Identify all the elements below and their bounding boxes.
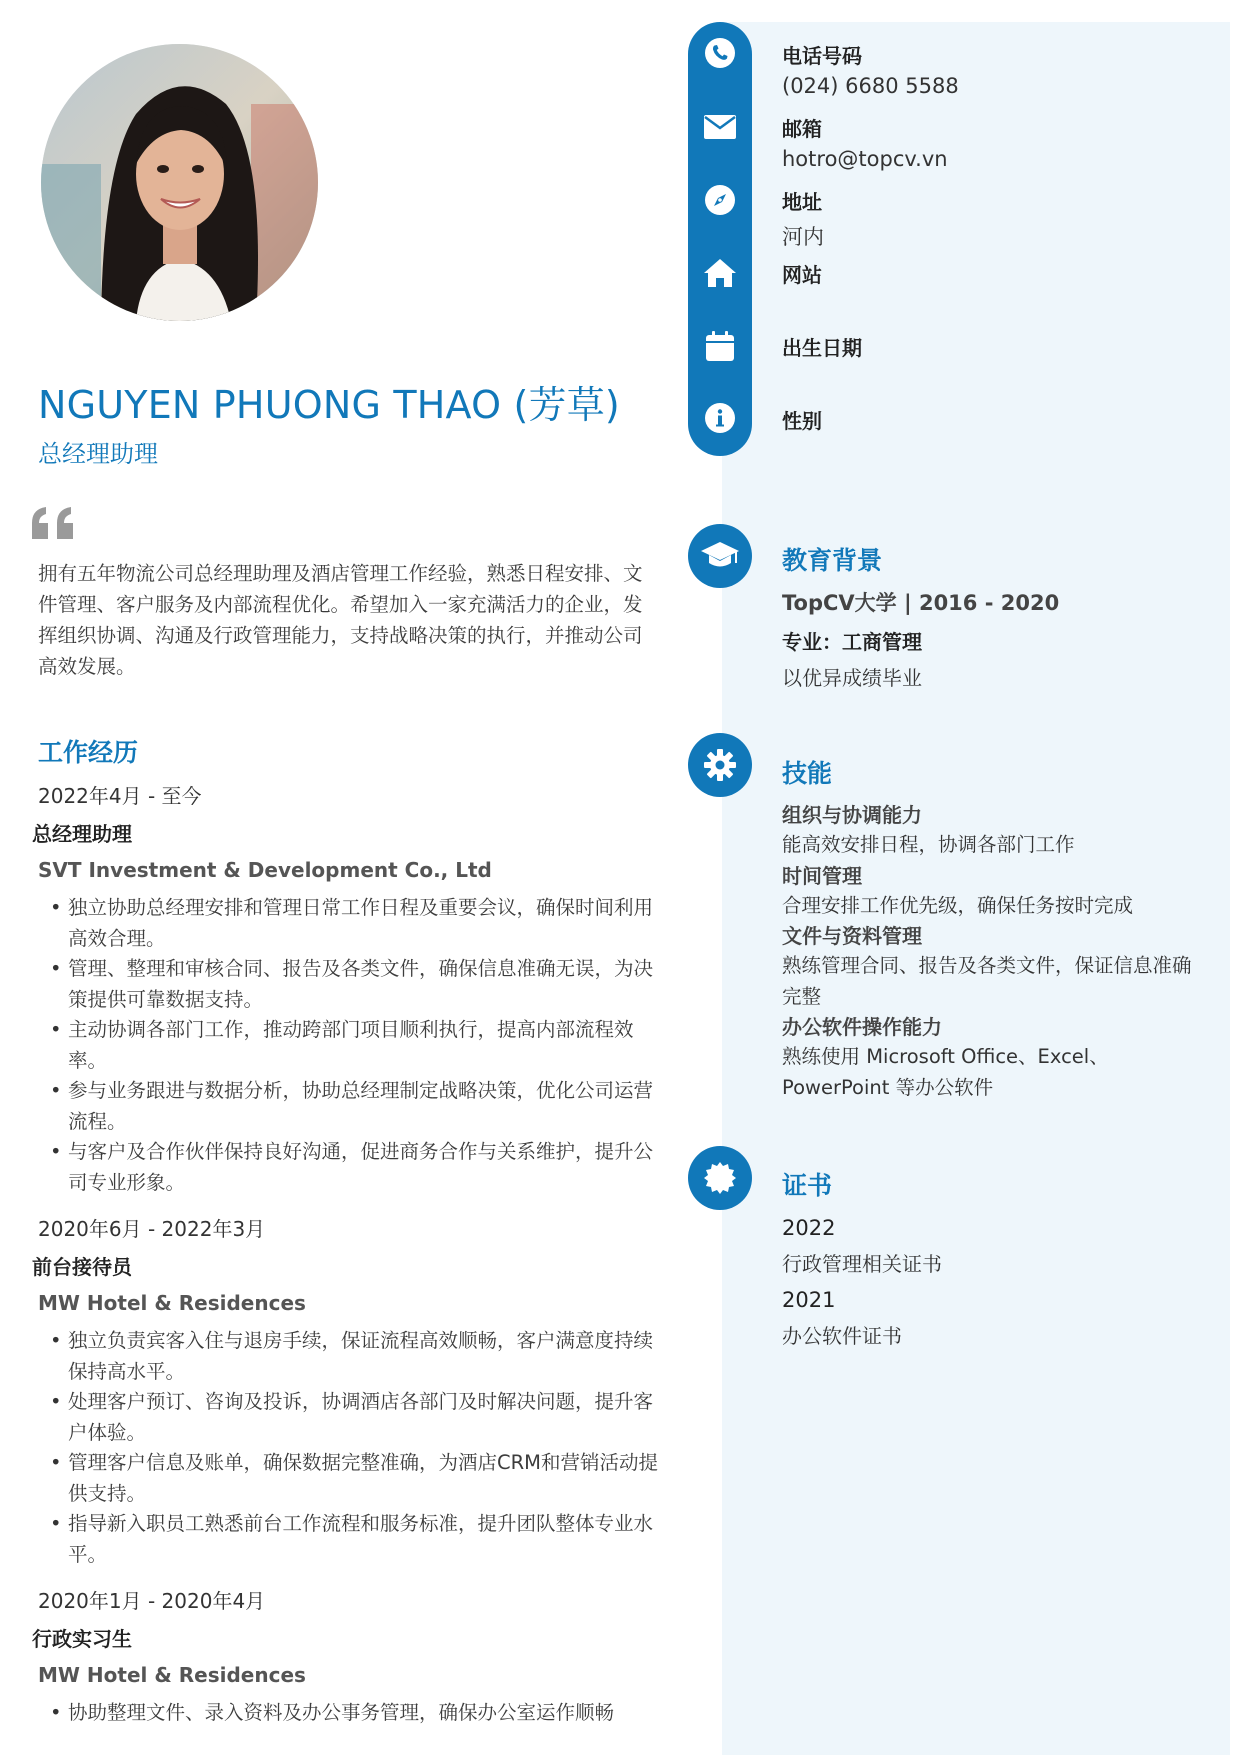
- experience-bullets: [50, 1326, 668, 1570]
- experience-bullet: • 主动协调各部门工作，推动跨部门项目顺利执行，提高内部流程效率。: [50, 1015, 668, 1076]
- experience-bullet: • 处理客户预订、咨询及投诉，协调酒店各部门及时解决问题，提升客户体验。: [50, 1387, 668, 1448]
- address-label: 地址: [782, 190, 822, 214]
- experience-role: 前台接待员: [32, 1255, 132, 1279]
- experience-company: MW Hotel & Residences: [38, 1291, 306, 1315]
- website-label: 网站: [782, 263, 822, 287]
- envelope-icon: [688, 107, 752, 147]
- experience-item: [32, 1588, 668, 1729]
- profile-summary: 拥有五年物流公司总经理助理及酒店管理工作经验，熟悉日程安排、文件管理、客户服务及内部流程优化。希望加入一家充满活力的企业，发挥组织协调、沟通及行政管理能力，支持战略决策的执行，并推动公司高效发展。: [38, 562, 643, 678]
- calendar-icon: [688, 326, 752, 366]
- experience-item: [32, 783, 668, 1198]
- experience-role: 总经理助理: [32, 822, 132, 846]
- skill-description: 能高效安排日程，协调各部门工作: [782, 833, 1075, 856]
- graduation-cap-icon: [688, 524, 752, 588]
- birthday-label: 出生日期: [782, 336, 862, 360]
- candidate-name: NGUYEN PHUONG THAO (芳草): [38, 383, 620, 427]
- certificate-name: 办公软件证书: [782, 1324, 902, 1348]
- education-school: TopCV大学 | 2016 - 2020: [782, 591, 1060, 615]
- experience-bullet: • 协助整理文件、录入资料及办公事务管理，确保办公室运作顺畅: [50, 1698, 668, 1729]
- experience-bullet: • 与客户及合作伙伴保持良好沟通，促进商务合作与关系维护，提升公司专业形象。: [50, 1137, 668, 1198]
- experience-date: 2020年1月 - 2020年4月: [38, 1589, 266, 1613]
- experience-bullet: • 独立协助总经理安排和管理日常工作日程及重要会议，确保时间利用高效合理。: [50, 893, 668, 954]
- experience-bullet: • 参与业务跟进与数据分析，协助总经理制定战略决策，优化公司运营流程。: [50, 1076, 668, 1137]
- experience-item: [32, 1216, 668, 1570]
- candidate-title: 总经理助理: [38, 440, 158, 468]
- certificate-year: 2021: [782, 1288, 836, 1312]
- experience-company: MW Hotel & Residences: [38, 1663, 306, 1687]
- experience-section-title: 工作经历: [38, 738, 139, 767]
- profile-photo: [41, 44, 318, 321]
- experience-bullet: • 指导新入职员工熟悉前台工作流程和服务标准，提升团队整体专业水平。: [50, 1509, 668, 1570]
- skills-section-title: 技能: [782, 759, 833, 788]
- skill-name: 组织与协调能力: [782, 803, 922, 827]
- certificates-section-title: 证书: [782, 1171, 833, 1200]
- certificates-list: [782, 1213, 1202, 1357]
- gender-label: 性别: [782, 409, 822, 433]
- skill-description: 合理安排工作优先级，确保任务按时完成: [782, 893, 1134, 917]
- skill-name: 文件与资料管理: [782, 924, 922, 948]
- experience-bullet: • 独立负责宾客入住与退房手续，保证流程高效顺畅，客户满意度持续保持高水平。: [50, 1326, 668, 1387]
- experience-bullet: • 管理客户信息及账单，确保数据完整准确，为酒店CRM和营销活动提供支持。: [50, 1448, 668, 1509]
- skill-description: 熟练使用 Microsoft Office、Excel、PowerPoint 等办公软件: [782, 1045, 1109, 1099]
- skills-list: [782, 800, 1202, 1103]
- education-major: 专业：工商管理: [782, 630, 922, 654]
- skill-name: 办公软件操作能力: [782, 1015, 942, 1039]
- gear-icon: [688, 733, 752, 797]
- certificate-name: 行政管理相关证书: [782, 1252, 942, 1276]
- education-note: 以优异成绩毕业: [782, 666, 922, 690]
- quote-icon: [30, 505, 78, 545]
- experience-date: 2020年6月 - 2022年3月: [38, 1217, 266, 1241]
- experience-bullet: • 管理、整理和审核合同、报告及各类文件，确保信息准确无误，为决策提供可靠数据支持。: [50, 954, 668, 1015]
- compass-icon: [688, 180, 752, 220]
- experience-list: [32, 783, 668, 1747]
- skill-description: 熟练管理合同、报告及各类文件，保证信息准确完整: [782, 954, 1192, 1008]
- experience-role: 行政实习生: [32, 1627, 132, 1651]
- experience-company: SVT Investment & Development Co., Ltd: [38, 858, 492, 882]
- email-value: hotro@topcv.vn: [782, 147, 948, 171]
- phone-value: (024) 6680 5588: [782, 74, 959, 98]
- education-section-title: 教育背景: [782, 546, 883, 575]
- experience-date: 2022年4月 - 至今: [38, 784, 202, 808]
- experience-bullets: [50, 893, 668, 1198]
- phone-icon: [688, 33, 752, 73]
- email-label: 邮箱: [782, 117, 822, 141]
- phone-label: 电话号码: [782, 44, 862, 68]
- certificate-year: 2022: [782, 1216, 836, 1240]
- home-icon: [688, 253, 752, 293]
- certificate-icon: [688, 1146, 752, 1210]
- address-value: 河内: [782, 225, 824, 249]
- skill-name: 时间管理: [782, 863, 862, 888]
- info-icon: [688, 398, 752, 438]
- contact-icon-rail: [688, 22, 752, 456]
- experience-bullets: [50, 1698, 668, 1729]
